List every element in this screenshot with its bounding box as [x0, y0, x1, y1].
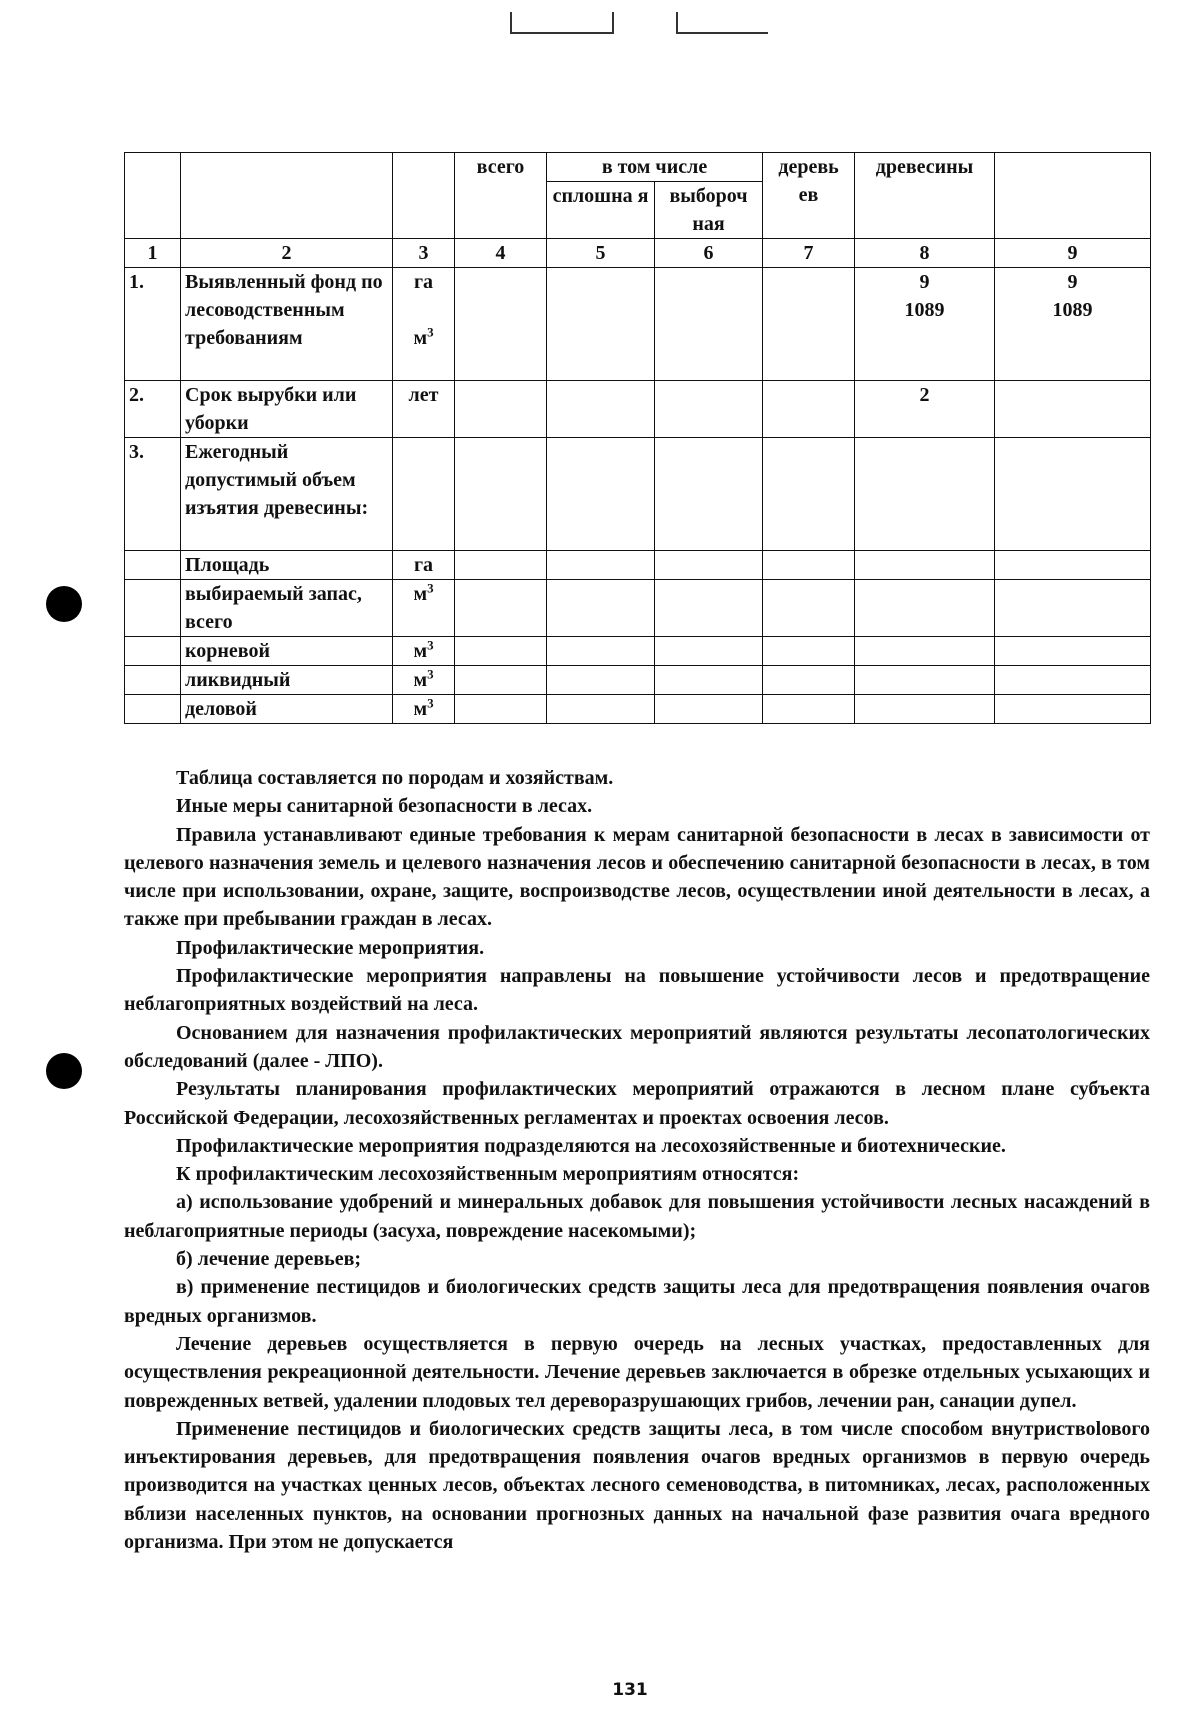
- data-cell: [547, 695, 655, 724]
- unit-m: м: [413, 698, 428, 720]
- paragraph: Профилактические мероприятия подразделяются на лесохозяйственные и биотехнические.: [176, 1134, 1006, 1157]
- data-cell: [455, 268, 547, 381]
- data-cell: [995, 438, 1151, 551]
- column-number: 4: [455, 239, 547, 268]
- data-cell: [995, 695, 1151, 724]
- data-cell: [763, 268, 855, 381]
- data-cell: [855, 580, 995, 637]
- data-cell: [547, 666, 655, 695]
- data-cell: [655, 580, 763, 637]
- data-cell: [655, 695, 763, 724]
- table-header-row: [125, 153, 1151, 182]
- data-cell: [547, 268, 655, 381]
- data-cell-col9: 9 1089: [995, 268, 1151, 381]
- paragraph: Основанием для назначения профилактических мероприятий являются результаты лесопатологических обследований (далее - ЛПО).: [124, 1021, 1150, 1072]
- data-cell: [547, 637, 655, 666]
- unit-sup: 3: [427, 580, 434, 596]
- data-cell: [655, 438, 763, 551]
- header-wood: древесины: [855, 153, 995, 239]
- paragraph: Результаты планирования профилактических мероприятий отражаются в лесном плане субъекта Российской Федерации, лесохозяйственных регламентах и проектах освоения лесов.: [124, 1078, 1150, 1129]
- data-cell: [763, 551, 855, 580]
- scan-artifact: [510, 12, 614, 34]
- data-cell: [763, 580, 855, 637]
- data-cell: [655, 268, 763, 381]
- paragraph: б) лечение деревьев;: [176, 1248, 362, 1271]
- paragraph: а) использование удобрений и минеральных добавок для повышения устойчивости лесных насаждений в неблагоприятные периоды (засуха, повреждение насекомыми);: [124, 1191, 1150, 1242]
- unit-sup: 3: [427, 695, 434, 711]
- table-row: [125, 438, 1151, 551]
- data-cell: [855, 666, 995, 695]
- row-name: деловой: [181, 695, 393, 724]
- data-cell: [763, 695, 855, 724]
- page-number: 131: [612, 1680, 648, 1700]
- punch-hole: [46, 1053, 82, 1089]
- table-row: [125, 580, 1151, 637]
- data-cell: [763, 637, 855, 666]
- data-cell: [455, 695, 547, 724]
- column-number: 1: [125, 239, 181, 268]
- data-cell: [455, 551, 547, 580]
- data-cell: [455, 438, 547, 551]
- data-cell: [855, 695, 995, 724]
- row-number: [125, 666, 181, 695]
- header-solid: сплошна я: [547, 182, 655, 239]
- row-unit: [393, 637, 455, 666]
- data-cell: [763, 381, 855, 438]
- paragraph: Таблица составляется по породам и хозяйствам.: [176, 767, 614, 789]
- data-cell-col8: 9 1089: [855, 268, 995, 381]
- forest-fund-table: [124, 152, 1151, 724]
- data-cell: [763, 666, 855, 695]
- row-unit: га: [393, 551, 455, 580]
- row-name: Ежегодный допустимый объем изъятия древесины:: [181, 438, 393, 551]
- data-cell: [655, 666, 763, 695]
- data-cell: [655, 551, 763, 580]
- header-of-which: в том числе: [547, 153, 763, 182]
- data-cell: [995, 381, 1151, 438]
- unit-sup: 3: [427, 666, 434, 682]
- column-number: 2: [181, 239, 393, 268]
- table-header-cell: [181, 153, 393, 239]
- column-number: 6: [655, 239, 763, 268]
- data-cell: [547, 438, 655, 551]
- table-row: [125, 381, 1151, 438]
- data-cell-col8: 2: [855, 381, 995, 438]
- row-name: Площадь: [181, 551, 393, 580]
- row-name: Срок вырубки или уборки: [181, 381, 393, 438]
- table-row: [125, 268, 1151, 381]
- unit-m: м: [413, 327, 428, 349]
- unit-sup: 3: [427, 637, 434, 653]
- data-cell: [455, 666, 547, 695]
- unit-sup: 3: [427, 324, 434, 340]
- unit-m: м: [413, 669, 428, 691]
- row-number: 3.: [125, 438, 181, 551]
- data-cell: [855, 438, 995, 551]
- row-unit: [393, 268, 455, 381]
- data-cell: [455, 580, 547, 637]
- row-unit: [393, 666, 455, 695]
- row-unit: [393, 580, 455, 637]
- header-total: всего: [455, 153, 547, 239]
- data-cell: [763, 438, 855, 551]
- body-text: [124, 764, 1150, 1556]
- table-row: [125, 551, 1151, 580]
- row-unit: лет: [393, 381, 455, 438]
- unit-ha: га: [413, 271, 434, 293]
- table-row: [125, 666, 1151, 695]
- column-number: 8: [855, 239, 995, 268]
- column-number: 9: [995, 239, 1151, 268]
- paragraph: Применение пестицидов и биологических средств защиты леса, в том числе способом внутриствolового инъектирования деревьев, для предотвращения появления очагов вредных организмов в первую очередь производится на участках ценных лесов, объектах лесного семеноводства, в питомниках, лесах, расположенных вблизи населенных пунктов, на основании прогнозных данных на начальной фазе развития очага вредного организма. При этом не допускается: [124, 1417, 1150, 1554]
- paragraph: Профилактические мероприятия направлены на повышение устойчивости лесов и предотвращение неблагоприятных воздействий на леса.: [124, 965, 1150, 1016]
- data-cell: [995, 637, 1151, 666]
- data-cell: [855, 551, 995, 580]
- data-cell: [547, 381, 655, 438]
- row-name: корневой: [181, 637, 393, 666]
- unit-m: м: [413, 640, 428, 662]
- paragraph: Правила устанавливают единые требования к мерам санитарной безопасности в лесах в зависимости от целевого назначения земель и целевого назначения лесов и обеспечению санитарной безопасности в лесах, в том числе при использовании, охране, защите, воспроизводстве лесов, осуществлении иной деятельности в лесах, а также при пребывании граждан в лесах.: [124, 823, 1150, 931]
- data-cell: [995, 580, 1151, 637]
- data-cell: [547, 551, 655, 580]
- table-header-cell: [125, 153, 181, 239]
- data-cell: [655, 637, 763, 666]
- paragraph: Лечение деревьев осуществляется в первую очередь на лесных участках, предоставленных для осуществления рекреационной деятельности. Лечение деревьев заключается в обрезке отдельных усыхающих и поврежденных ветвей, удалении плодовых тел дереворазрушающих грибов, лечении ран, санации дупел.: [124, 1332, 1150, 1412]
- header-trees: деревь ев: [763, 153, 855, 239]
- row-name: выбираемый запас, всего: [181, 580, 393, 637]
- unit-m: м: [413, 583, 428, 605]
- paragraph: К профилактическим лесохозяйственным мероприятиям относятся:: [176, 1163, 800, 1186]
- paragraph: Иные меры санитарной безопасности в лесах.: [176, 795, 593, 818]
- column-number: 3: [393, 239, 455, 268]
- column-number: 7: [763, 239, 855, 268]
- data-cell: [655, 381, 763, 438]
- row-number: [125, 637, 181, 666]
- data-cell: [547, 580, 655, 637]
- row-name: Выявленный фонд по лесоводственным требованиям: [181, 268, 393, 381]
- table-header-cell: [393, 153, 455, 239]
- header-selective: выбороч ная: [655, 182, 763, 239]
- paragraph: Профилактические мероприятия.: [176, 936, 485, 959]
- data-cell: [995, 551, 1151, 580]
- table-row: [125, 637, 1151, 666]
- row-number: [125, 580, 181, 637]
- table-row: [125, 695, 1151, 724]
- punch-hole: [46, 586, 82, 622]
- data-cell: [455, 637, 547, 666]
- row-unit: [393, 695, 455, 724]
- column-number: 5: [547, 239, 655, 268]
- data-cell: [855, 637, 995, 666]
- scan-artifact: [676, 12, 768, 34]
- row-number: 1.: [125, 268, 181, 381]
- row-number: 2.: [125, 381, 181, 438]
- column-number-row: [125, 239, 1151, 268]
- table-header-cell: [995, 153, 1151, 239]
- data-cell: [455, 381, 547, 438]
- data-cell: [995, 666, 1151, 695]
- row-unit: [393, 438, 455, 551]
- paragraph: в) применение пестицидов и биологических средств защиты леса для предотвращения появления очагов вредных организмов.: [124, 1276, 1150, 1327]
- row-name: ликвидный: [181, 666, 393, 695]
- row-number: [125, 551, 181, 580]
- row-number: [125, 695, 181, 724]
